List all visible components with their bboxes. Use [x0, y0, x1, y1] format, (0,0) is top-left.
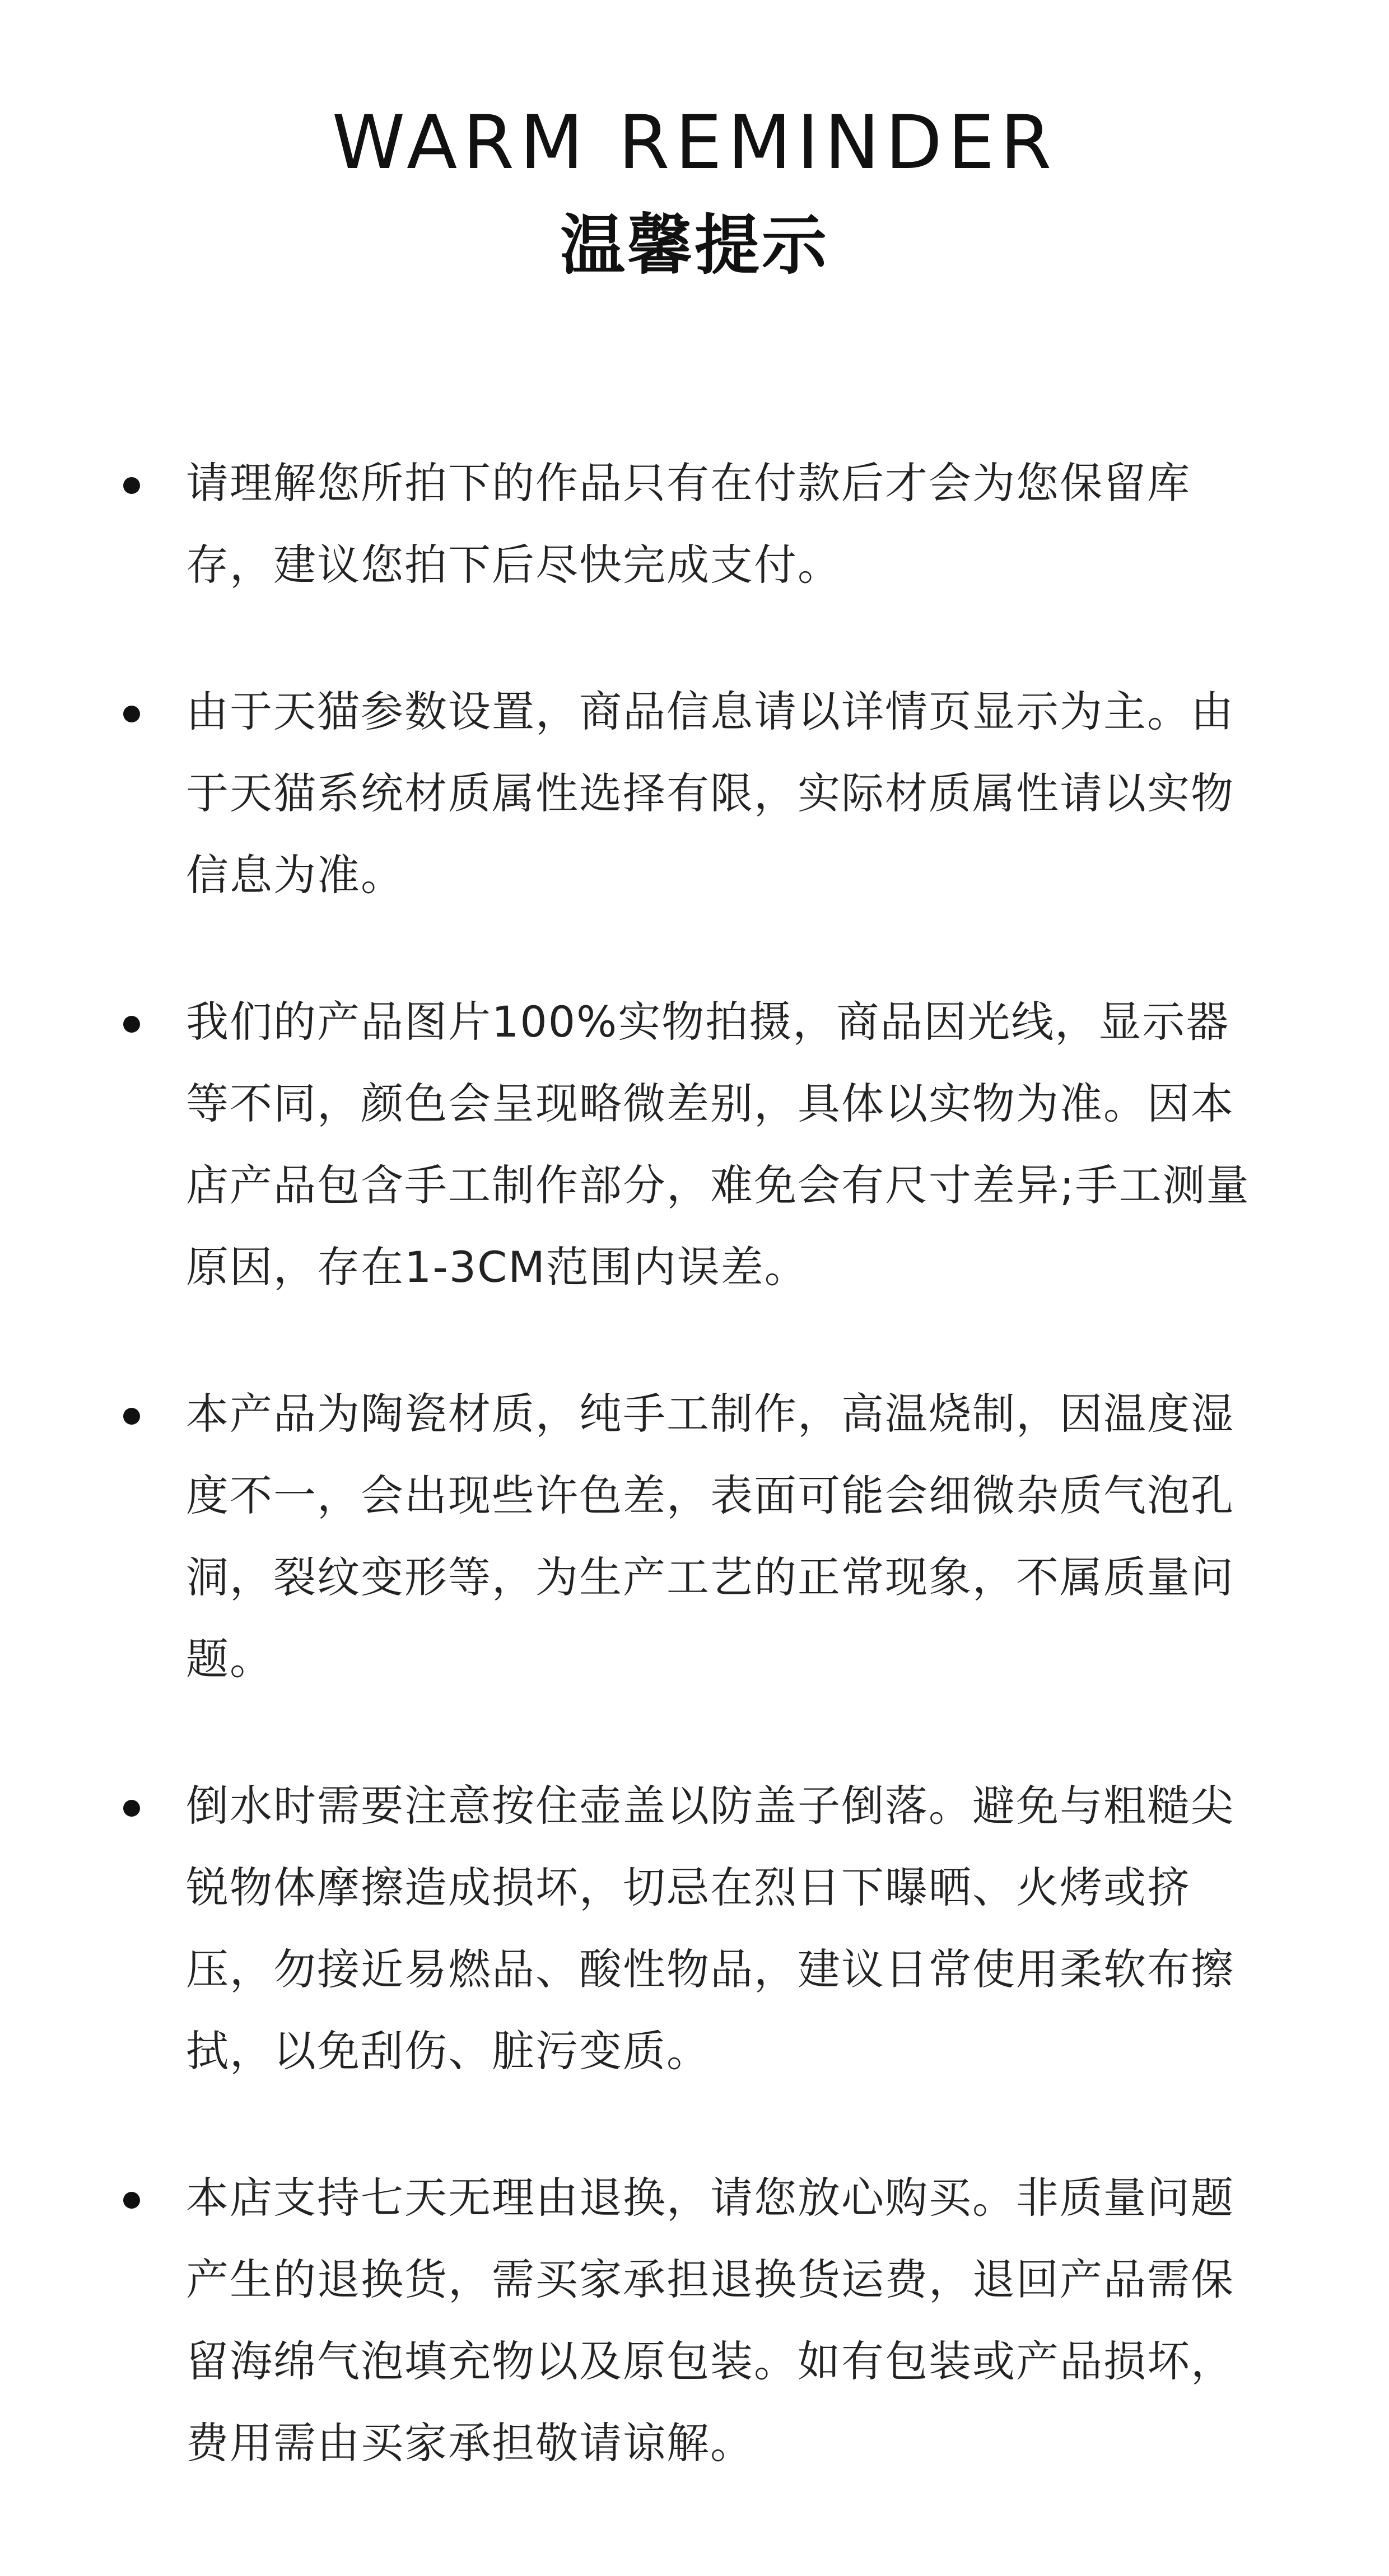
reminder-item-photos: [0, 981, 1389, 1308]
bullet-dot-icon: [123, 1800, 140, 1817]
bullet-dot-icon: [123, 1408, 140, 1425]
reminder-item-payment: [0, 442, 1389, 606]
bullet-dot-icon: [123, 477, 140, 494]
bullet-dot-icon: [123, 706, 140, 722]
reminder-text: 由于天猫参数设置，商品信息请以详情页显示为主。由于天猫系统材质属性选择有限，实际材质属性请以实物信息为准。: [186, 687, 1234, 900]
reminder-item-usage: [0, 1765, 1389, 2092]
reminder-list: [0, 442, 1389, 2549]
reminder-item-returns: [0, 2157, 1389, 2484]
reminder-item-product-info: [0, 671, 1389, 916]
page-header: [0, 95, 1389, 299]
bullet-dot-icon: [123, 1016, 140, 1033]
reminder-text: 我们的产品图片100%实物拍摄，商品因光线，显示器等不同，颜色会呈现略微差别，具体以实物为准。因本店产品包含手工制作部分，难免会有尺寸差异;手工测量原因，存在1-3CM范围内误差。: [186, 997, 1250, 1292]
reminder-text: 本店支持七天无理由退换，请您放心购买。非质量问题产生的退换货，需买家承担退换货运费，退回产品需保留海绵气泡填充物以及原包装。如有包装或产品损坏，费用需由买家承担敬请谅解。: [186, 2173, 1234, 2468]
reminder-item-material: [0, 1373, 1389, 1700]
reminder-text: 本产品为陶瓷材质，纯手工制作，高温烧制，因温度湿度不一，会出现些许色差，表面可能会细微杂质气泡孔洞，裂纹变形等，为生产工艺的正常现象，不属质量问题。: [186, 1389, 1234, 1684]
reminder-text: 请理解您所拍下的作品只有在付款后才会为您保留库存，建议您拍下后尽快完成支付。: [186, 458, 1191, 590]
page-title-english: WARM REMINDER: [332, 100, 1057, 186]
reminder-text: 倒水时需要注意按住壶盖以防盖子倒落。避免与粗糙尖锐物体摩擦造成损坏，切忌在烈日下曝晒、火烤或挤压，勿接近易燃品、酸性物品，建议日常使用柔软布擦拭，以免刮伤、脏污变质。: [186, 1781, 1234, 2076]
page-title-chinese: 温馨提示: [560, 208, 829, 283]
bullet-dot-icon: [123, 2192, 140, 2209]
